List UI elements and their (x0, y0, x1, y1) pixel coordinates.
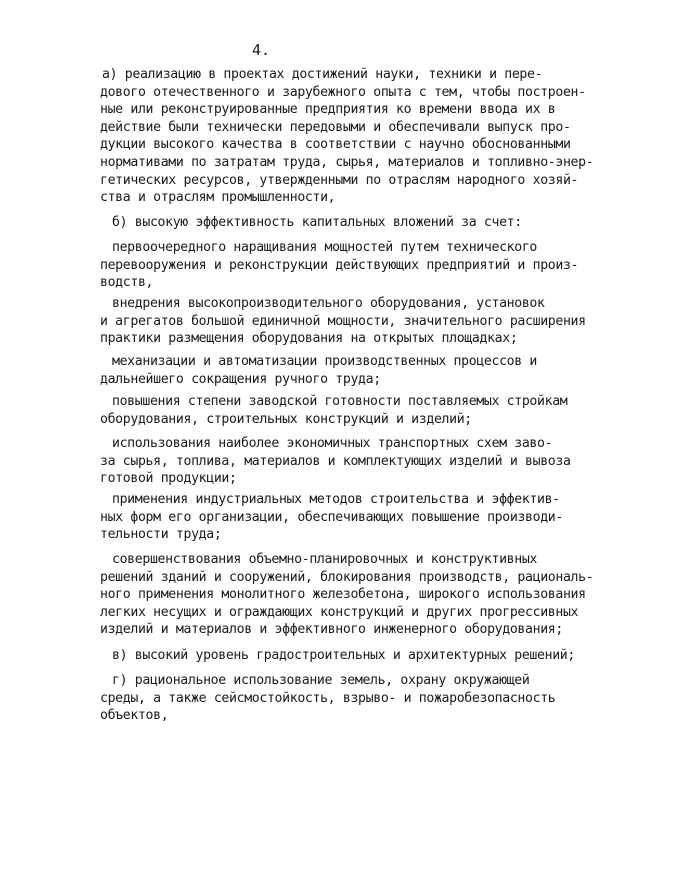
paragraph-b-item-6 (102, 491, 563, 544)
text-line: оборудования, строительных конструкций и изделий; (100, 411, 472, 427)
text-line: г) рациональное использование земель, охрану окружающей (112, 673, 530, 688)
paragraph-a (102, 66, 593, 207)
text-line: ного применения монолитного железобетона, широкого использования (100, 587, 586, 603)
text-line: применения индустриальных методов строительства и эффектив- (112, 492, 560, 507)
text-line: нормативами по затратам труда, сырья, материалов и топливно-энер- (100, 154, 594, 170)
text-line: перевооружения и реконструкции действующих предприятий и произ- (100, 257, 579, 273)
text-line: за сырья, топлива, материалов и комплектующих изделий и вывоза (100, 453, 571, 469)
paragraph-b-item-3 (102, 353, 537, 388)
text-line: готовой продукции; (100, 471, 237, 487)
paragraph-g (102, 672, 555, 725)
text-line: тельности труда; (100, 527, 222, 543)
text-line: среды, а также сейсмостойкость, взрыво- и пожаробезопасность (100, 690, 556, 706)
page-number: 4. (252, 41, 271, 59)
text-line: повышения степени заводской готовности поставляемых стройкам (112, 394, 568, 409)
text-line: и агрегатов большой единичной мощности, значительного расширения (100, 313, 586, 329)
text-line: ные или реконструированные предприятия ко времени ввода их в (100, 102, 556, 118)
paragraph-b-item-2 (102, 295, 586, 348)
paragraph-b-item-4 (102, 393, 567, 428)
text-line: действие были технически передовыми и обеспечивали выпуск про- (100, 119, 571, 135)
text-line: ства и отраслям промышленности, (100, 190, 336, 206)
text-line: дового отечественного и зарубежного опыта с тем, чтобы построен- (100, 84, 586, 100)
text-line: ных форм его организации, обеспечивающих повышение производи- (100, 509, 563, 525)
text-line: дукции высокого качества в соответствии с научно обоснованными (100, 137, 571, 153)
paragraph-b (112, 214, 522, 232)
text-line: водств, (100, 275, 154, 291)
text-line: легких несущих и ограждающих конструкций и других прогрессивных (100, 604, 579, 620)
text-line: механизации и автоматизации производственных процессов и (112, 354, 538, 369)
text-line: практики размещения оборудования на открытых площадках; (100, 331, 518, 347)
text-line: дальнейшего сокращения ручного труда; (100, 371, 381, 387)
text-line: первоочередного наращивания мощностей путем технического (112, 240, 538, 255)
paragraph-b-item-1 (102, 239, 578, 292)
paragraph-b-item-5 (102, 435, 571, 488)
paragraph-v (112, 647, 575, 665)
text-line: а) реализацию в проектах достижений науки, техники и пере- (102, 67, 543, 82)
text-line: решений зданий и сооружений, блокирования производств, рациональ- (100, 569, 594, 585)
text-line: гетических ресурсов, утвержденными по отраслям народного хозяй- (100, 172, 579, 188)
text-line: изделий и материалов и эффективного инженерного оборудования; (100, 622, 563, 638)
text-line: б) высокую эффективность капитальных вложений за счет: (112, 215, 522, 230)
text-line: совершенствования объемно-планировочных и конструктивных (112, 552, 538, 567)
text-line: объектов, (100, 708, 169, 724)
text-line: использования наиболее экономичных транспортных схем заво- (112, 436, 553, 451)
paragraph-b-item-7 (102, 551, 593, 639)
text-line: внедрения высокопроизводительного оборудования, установок (112, 296, 545, 311)
text-line: в) высокий уровень градостроительных и архитектурных решений; (112, 648, 575, 663)
